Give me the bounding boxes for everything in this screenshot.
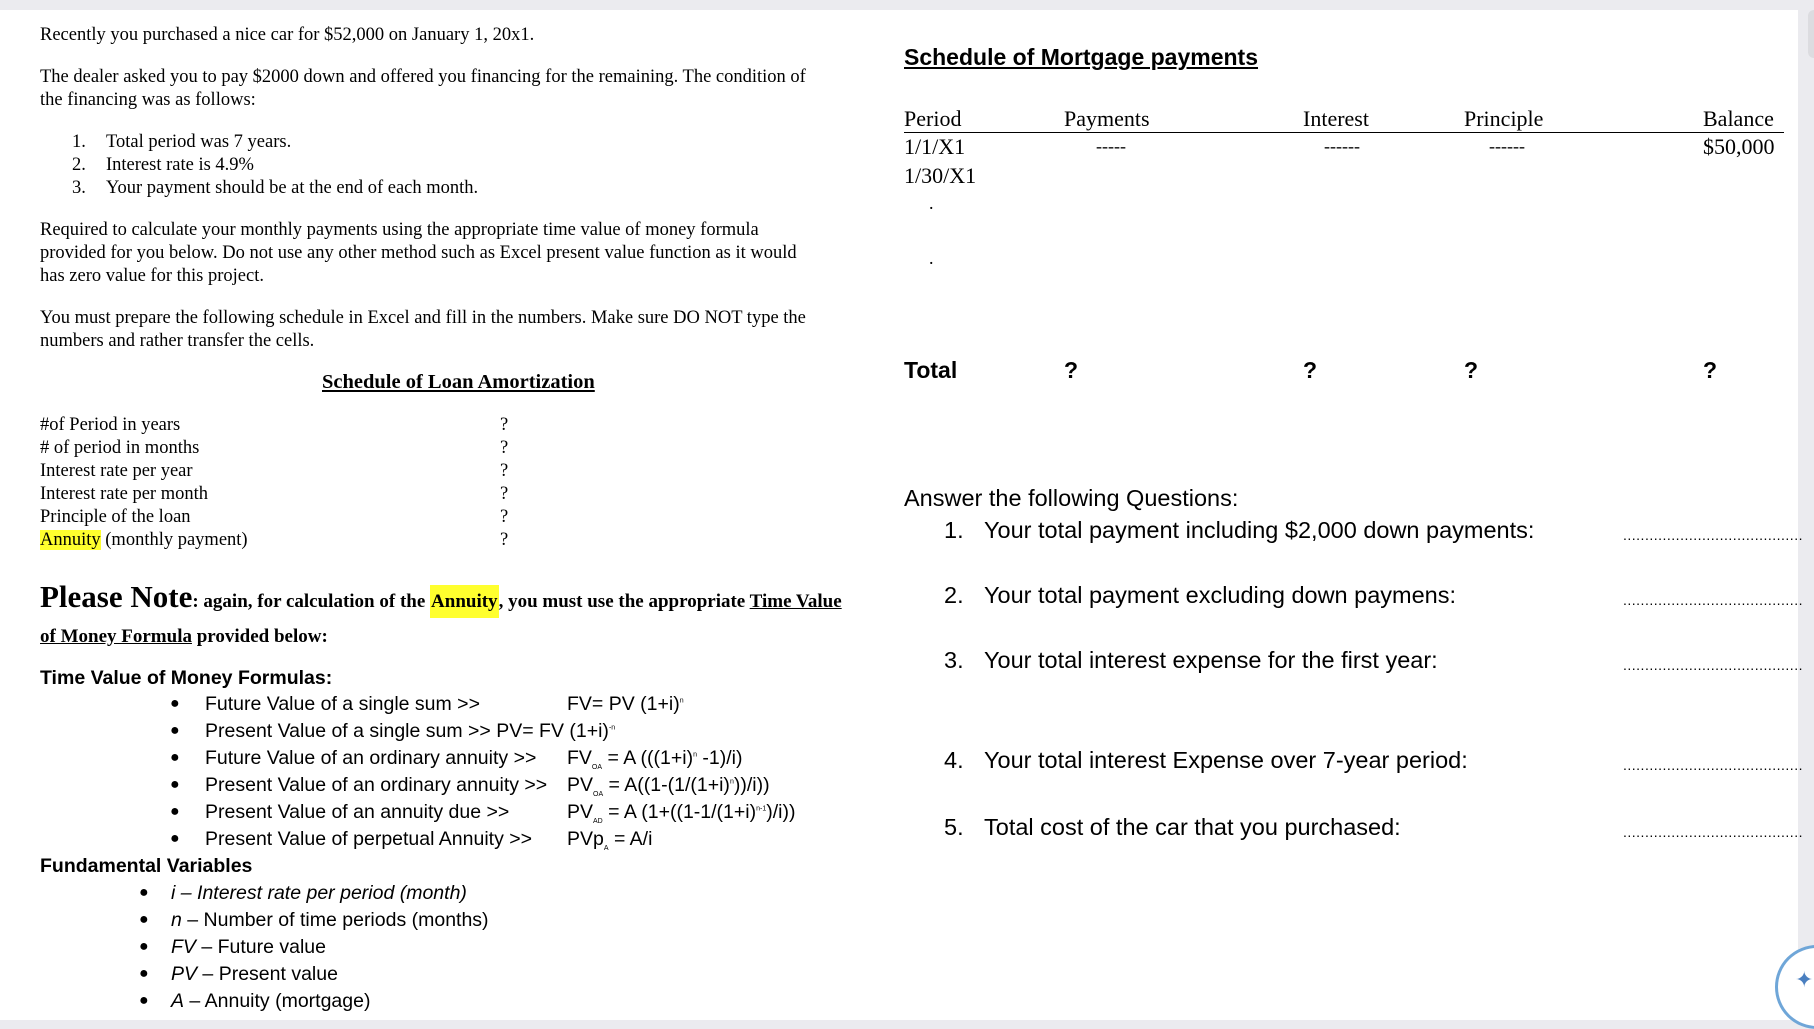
mortgage-header-balance: Balance xyxy=(1703,106,1774,131)
mortgage-title: Schedule of Mortgage payments xyxy=(904,44,1259,70)
formula-expression: $FV_{OA} = A$ (($(1+i)^n$ -1)/i) xyxy=(567,747,743,771)
instructions-line-3: has zero value for this project. xyxy=(40,266,264,286)
variable-item: PV – Present value xyxy=(171,963,338,985)
variable-item: A – Annuity (mortgage) xyxy=(171,990,371,1012)
bullet: ● xyxy=(139,938,149,955)
formula-label: Present Value of an ordinary annuity >> xyxy=(205,774,548,796)
formula-expression: $PV_{AD} = A$ $(1+((1-1/(1+i)^{n-1})/i))$ xyxy=(567,801,796,825)
mortgage-header-payments: Payments xyxy=(1064,106,1150,131)
ellipsis-dot: . xyxy=(929,248,934,268)
bullet: ● xyxy=(139,911,149,928)
instructions-line-2: provided for you below. Do not use any other method such as Excel present value function as it would xyxy=(40,243,797,263)
formula-expression: $PV_{OA} = A((1-(1/(1+i)^n))/i)$) xyxy=(567,774,770,798)
annuity-highlight: Annuity xyxy=(40,530,101,550)
variable-item: n – Number of time periods (months) xyxy=(171,909,489,931)
amortization-value: ? xyxy=(500,415,509,435)
question-number: 3. xyxy=(944,647,964,673)
condition-number: 3. xyxy=(72,178,86,198)
amortization-value: ? xyxy=(500,507,509,527)
amortization-label: Interest rate per year xyxy=(40,461,193,481)
question-number: 4. xyxy=(944,747,964,773)
bullet: ● xyxy=(139,992,149,1009)
formula-label: Present Value of perpetual Annuity >> xyxy=(205,828,533,850)
question-number: 2. xyxy=(944,582,964,608)
question-number: 1. xyxy=(944,517,964,543)
question-number: 5. xyxy=(944,814,964,840)
formula-label: Present Value of a single sum >> PV= FV $(1+i)^{-n}$ xyxy=(205,720,616,742)
formula-expression: FV= PV $(1+i)^n$ xyxy=(567,693,684,715)
formulas-title: Time Value of Money Formulas: xyxy=(40,667,333,689)
condition-text: Interest rate is 4.9% xyxy=(106,155,254,175)
question-text: Your total interest expense for the first year: xyxy=(984,647,1438,673)
mortgage-total-payments: ? xyxy=(1064,357,1079,383)
mortgage-total-label: Total xyxy=(904,357,958,383)
question-text: Total cost of the car that you purchased: xyxy=(984,814,1401,840)
instructions-line-1: Required to calculate your monthly payments using the appropriate time value of money formula xyxy=(40,220,759,240)
questions-title: Answer the following Questions: xyxy=(904,485,1239,511)
formula-label: Future Value of a single sum >> xyxy=(205,693,480,715)
intro-paragraph-2-line-1: The dealer asked you to pay $2000 down and offered you financing for the remaining. The condition of xyxy=(40,67,806,87)
bullet: ● xyxy=(170,803,180,820)
mortgage-total-interest: ? xyxy=(1303,357,1318,383)
mortgage-balance: $50,000 xyxy=(1703,134,1775,159)
amortization-label: Principle of the loan xyxy=(40,507,191,527)
formula-label: Present Value of an annuity due >> xyxy=(205,801,510,823)
bullet: ● xyxy=(170,695,180,712)
question-text: Your total interest Expense over 7-year period: xyxy=(984,747,1468,773)
excel-instructions-line-1: You must prepare the following schedule in Excel and fill in the numbers. Make sure DO NOT type the xyxy=(40,308,806,328)
intro-paragraph-2-line-2: the financing was as follows: xyxy=(40,90,256,110)
answer-blank[interactable]: ......................................... xyxy=(1623,824,1803,840)
answer-blank[interactable]: ......................................... xyxy=(1623,592,1803,608)
question-text: Your total payment including $2,000 down payments: xyxy=(984,517,1535,543)
bullet: ● xyxy=(139,884,149,901)
amortization-annuity-label: Annuity (monthly payment) xyxy=(40,530,248,550)
amortization-label: Interest rate per month xyxy=(40,484,208,504)
condition-number: 1. xyxy=(72,132,86,152)
amortization-value: ? xyxy=(500,438,509,458)
bullet: ● xyxy=(170,830,180,847)
document-page xyxy=(0,10,1803,1020)
please-note-line-2: of Money Formula provided below: xyxy=(40,626,328,647)
condition-text: Your payment should be at the end of each month. xyxy=(106,178,479,198)
annuity-highlight: Annuity xyxy=(430,585,499,618)
condition-text: Total period was 7 years. xyxy=(106,132,292,152)
mortgage-total-principle: ? xyxy=(1464,357,1479,383)
please-note-line-1: Please Note: again, for calculation of the Annuity, you must use the appropriate Time Value xyxy=(40,579,842,615)
mortgage-total-balance: ? xyxy=(1703,357,1718,383)
sparkle-icon: ✦ xyxy=(1795,968,1814,993)
answer-blank[interactable]: ......................................... xyxy=(1623,527,1803,543)
mortgage-period: 1/1/X1 xyxy=(904,134,966,159)
scroll-tab[interactable] xyxy=(1808,10,1814,58)
header-rule xyxy=(904,132,1784,133)
amortization-title: Schedule of Loan Amortization xyxy=(322,371,595,393)
mortgage-principle: ------ xyxy=(1489,136,1525,156)
variables-title: Fundamental Variables xyxy=(40,855,253,877)
formula-expression: PVp$_A$ = A/i xyxy=(567,828,653,852)
amortization-label: #of Period in years xyxy=(40,415,181,435)
excel-instructions-line-2: numbers and rather transfer the cells. xyxy=(40,331,315,351)
bullet: ● xyxy=(170,776,180,793)
bullet: ● xyxy=(170,749,180,766)
amortization-value: ? xyxy=(500,484,509,504)
condition-number: 2. xyxy=(72,155,86,175)
question-text: Your total payment excluding down paymens: xyxy=(984,582,1457,608)
answer-blank[interactable]: ......................................... xyxy=(1623,657,1803,673)
mortgage-interest: ------ xyxy=(1324,136,1360,156)
amortization-label: # of period in months xyxy=(40,438,200,458)
amortization-value: ? xyxy=(500,530,509,550)
mortgage-header-interest: Interest xyxy=(1303,106,1369,131)
mortgage-payments: ----- xyxy=(1096,136,1126,156)
bullet: ● xyxy=(170,722,180,739)
mortgage-header-period: Period xyxy=(904,106,962,131)
ellipsis-dot: . xyxy=(929,193,934,213)
variable-item: i – Interest rate per period (month) xyxy=(171,882,467,904)
formula-label: Future Value of an ordinary annuity >> xyxy=(205,747,537,769)
amortization-value: ? xyxy=(500,461,509,481)
answer-blank[interactable]: ......................................... xyxy=(1623,757,1803,773)
bullet: ● xyxy=(139,965,149,982)
mortgage-header-principle: Principle xyxy=(1464,106,1544,131)
intro-paragraph-1: Recently you purchased a nice car for $52,000 on January 1, 20x1. xyxy=(40,25,535,45)
mortgage-period: 1/30/X1 xyxy=(904,163,977,188)
variable-item: FV – Future value xyxy=(171,936,326,958)
